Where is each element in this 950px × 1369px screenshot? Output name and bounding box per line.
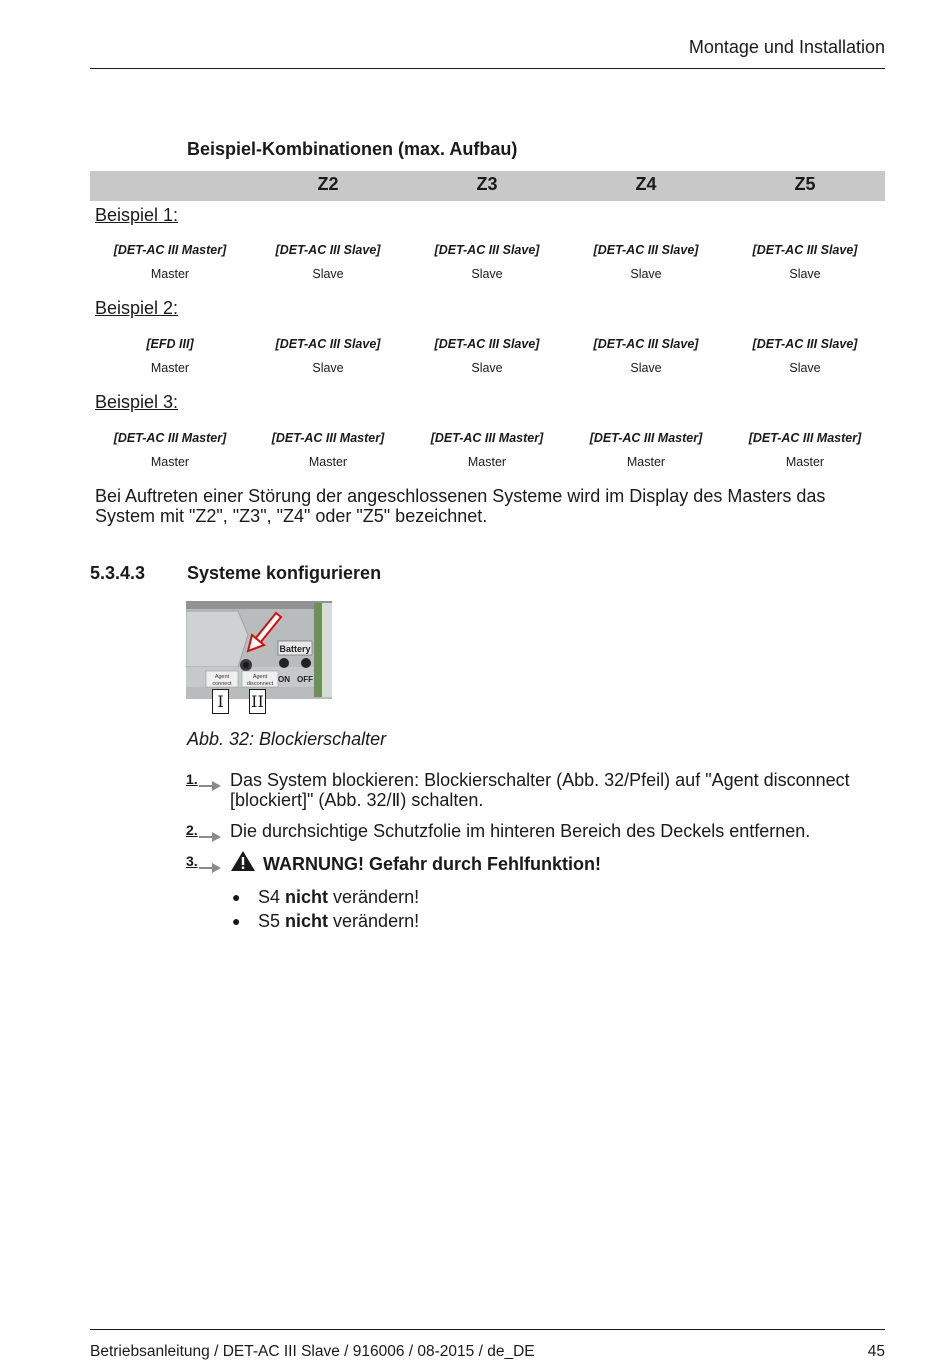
device-cell: [DET-AC III Master] <box>113 431 227 445</box>
agent-disconnect-label: disconnect <box>246 681 274 687</box>
column-header-z5: Z5 <box>794 174 816 194</box>
bullet-dot: ● <box>232 913 241 929</box>
step-text: Die durchsichtige Schutzfolie im hinteren Bereich des Deckels entfernen. <box>230 821 811 841</box>
body-paragraph: Bei Auftreten einer Störung der angeschlossenen Systeme wird im Display des Masters das System mit "Z2", "Z3", "Z4" oder "Z5" bezeichnet. <box>95 486 826 526</box>
role-cell: Slave <box>312 361 344 375</box>
figure-position-2: II <box>249 689 266 714</box>
role-cell: Master <box>150 455 190 469</box>
role-cell: Slave <box>789 267 821 281</box>
device-cell: [DET-AC III Slave] <box>275 337 381 351</box>
device-cell: [DET-AC III Master] <box>113 243 227 257</box>
page-number: 45 <box>867 1343 885 1360</box>
role-cell: Slave <box>630 267 662 281</box>
example-title: Beispiel 3: <box>95 392 179 412</box>
device-cell: [DET-AC III Master] <box>589 431 703 445</box>
step-arrow-icon <box>199 862 221 874</box>
device-cell: [DET-AC III Master] <box>430 431 544 445</box>
figure-caption: Abb. 32: Blockierschalter <box>187 729 387 749</box>
device-cell: [EFD III] <box>146 337 194 351</box>
column-header-z4: Z4 <box>635 174 657 194</box>
role-cell: Master <box>308 455 348 469</box>
bullet-dot: ● <box>232 889 241 905</box>
role-cell: Slave <box>312 267 344 281</box>
agent-connect-label: Agent <box>214 674 230 680</box>
column-header-z2: Z2 <box>317 174 339 194</box>
running-header: Montage und Installation <box>688 37 885 57</box>
device-cell: [DET-AC III Master] <box>271 431 385 445</box>
footer-rule <box>90 1329 885 1330</box>
bullet-item: S5 nicht verändern! <box>258 911 420 931</box>
warning-title: WARNUNG! Gefahr durch Fehlfunktion! <box>263 854 601 874</box>
warning-triangle-icon <box>230 850 256 872</box>
device-cell: [DET-AC III Slave] <box>593 337 699 351</box>
example-title: Beispiel 2: <box>95 298 179 318</box>
role-cell: Master <box>150 267 190 281</box>
example-title: Beispiel 1: <box>95 205 179 225</box>
agent-disconnect-label: Agent <box>252 674 268 680</box>
role-cell: Master <box>150 361 190 375</box>
role-cell: Master <box>626 455 666 469</box>
agent-connect-label: connect <box>212 681 232 687</box>
figure-position-1: I <box>212 689 229 714</box>
device-cell: [DET-AC III Slave] <box>752 337 858 351</box>
role-cell: Slave <box>630 361 662 375</box>
step-number: 2. <box>186 822 198 838</box>
footer-doc-info: Betriebsanleitung / DET-AC III Slave / 916006 / 08-2015 / de_DE <box>90 1343 535 1360</box>
step-number: 1. <box>186 771 198 787</box>
step-arrow-icon <box>199 780 221 792</box>
role-cell: Slave <box>789 361 821 375</box>
header-rule <box>90 68 885 69</box>
device-cell: [DET-AC III Master] <box>748 431 862 445</box>
role-cell: Master <box>785 455 825 469</box>
section-number: 5.3.4.3 <box>90 563 146 583</box>
off-label: OFF <box>297 675 313 684</box>
on-label: ON <box>278 675 290 684</box>
section-title: Systeme konfigurieren <box>187 563 382 583</box>
battery-label: Battery <box>279 644 311 654</box>
table-caption: Beispiel-Kombinationen (max. Aufbau) <box>187 139 518 159</box>
bullet-item: S4 nicht verändern! <box>258 887 420 907</box>
column-header-z3: Z3 <box>476 174 498 194</box>
device-cell: [DET-AC III Slave] <box>434 337 540 351</box>
device-cell: [DET-AC III Slave] <box>275 243 381 257</box>
blocking-switch-photo <box>186 601 332 699</box>
device-cell: [DET-AC III Slave] <box>752 243 858 257</box>
role-cell: Slave <box>471 361 503 375</box>
device-cell: [DET-AC III Slave] <box>434 243 540 257</box>
step-number: 3. <box>186 853 198 869</box>
step-arrow-icon <box>199 831 221 843</box>
device-cell: [DET-AC III Slave] <box>593 243 699 257</box>
role-cell: Slave <box>471 267 503 281</box>
role-cell: Master <box>467 455 507 469</box>
step-text: Das System blockieren: Blockierschalter (Abb. 32/Pfeil) auf "Agent disconnect [blockiert]" (Abb. 32/Ⅱ) schalten. <box>230 770 850 810</box>
